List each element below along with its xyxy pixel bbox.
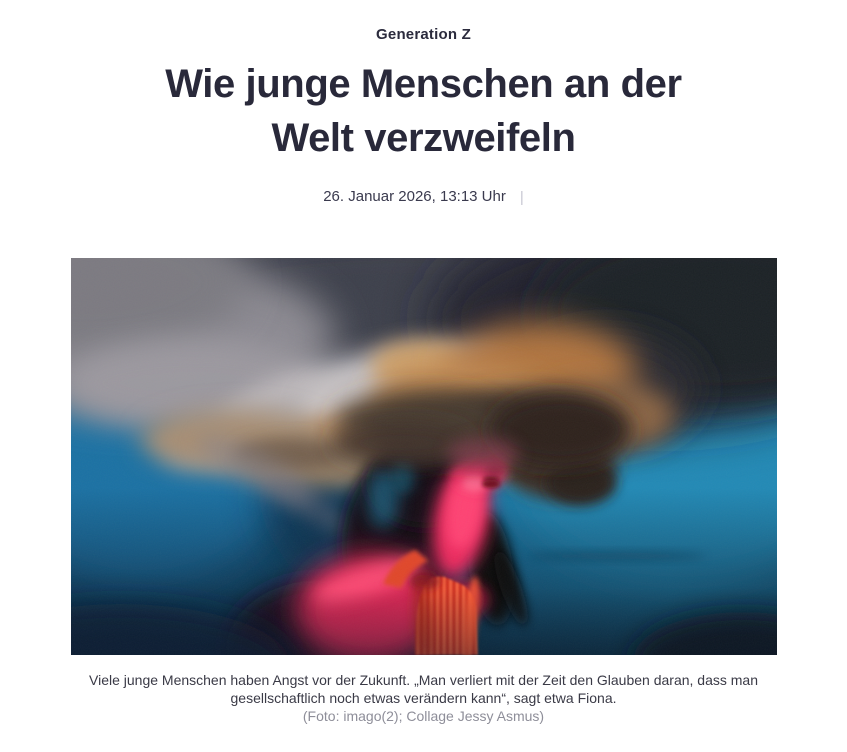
article-meta — [0, 188, 847, 206]
hero-figure — [71, 258, 777, 725]
headline-line-2: Welt verzweifeln — [271, 116, 576, 160]
headline-line-1: Wie junge Menschen an der — [165, 62, 682, 106]
hero-photo-illustration — [71, 258, 777, 655]
photo-credit: (Foto: imago(2); Collage Jessy Asmus) — [302, 708, 545, 724]
hero-image[interactable] — [71, 258, 777, 655]
meta-separator: | — [519, 189, 524, 206]
article-header — [0, 0, 847, 206]
kicker-link[interactable]: Generation Z — [376, 26, 471, 43]
figure-caption — [77, 671, 771, 725]
caption-text: Viele junge Menschen haben Angst vor der Zukunft. „Man verliert mit der Zeit den Glauben daran, dass man gesellschaftlich noch etwas verändern kann“, sagt etwa Fiona. — [89, 672, 758, 706]
article-headline — [64, 57, 784, 165]
publish-date: 26. Januar 2026, 13:13 Uhr — [323, 188, 506, 205]
